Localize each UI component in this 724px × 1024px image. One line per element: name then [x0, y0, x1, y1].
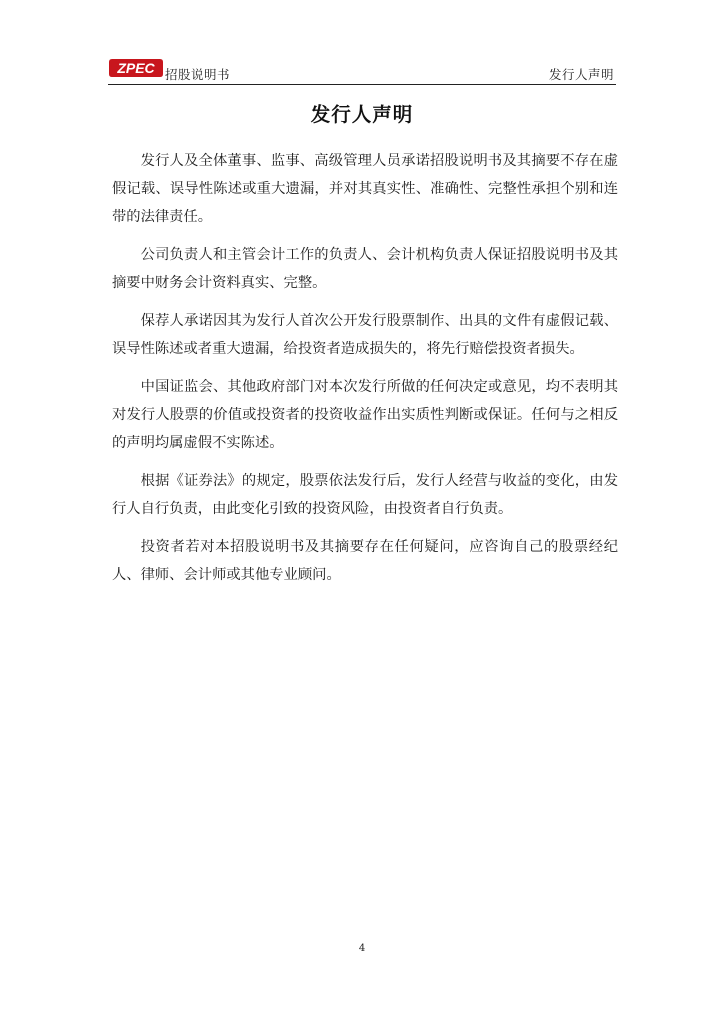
- paragraph: 公司负责人和主管会计工作的负责人、会计机构负责人保证招股说明书及其摘要中财务会计资料真实、完整。: [112, 247, 618, 291]
- paragraph: 根据《证券法》的规定，股票依法发行后，发行人经营与收益的变化，由发行人自行负责，由此变化引致的投资风险，由投资者自行负责。: [112, 473, 618, 517]
- svg-text:ZPEC: ZPEC: [117, 60, 155, 76]
- section-name: 发行人声明: [548, 67, 614, 82]
- paragraph: 投资者若对本招股说明书及其摘要存在任何疑问，应咨询自己的股票经纪人、律师、会计师或其他专业顾问。: [112, 539, 618, 583]
- paragraph: 发行人及全体董事、监事、高级管理人员承诺招股说明书及其摘要不存在虚假记载、误导性陈述或重大遗漏，并对其真实性、准确性、完整性承担个别和连带的法律责任。: [112, 153, 618, 225]
- paragraph: 保荐人承诺因其为发行人首次公开发行股票制作、出具的文件有虚假记载、误导性陈述或者重大遗漏，给投资者造成损失的，将先行赔偿投资者损失。: [112, 313, 618, 357]
- declaration-body: [112, 147, 618, 599]
- page-title: 发行人声明: [310, 103, 414, 126]
- page-number: 4: [358, 943, 366, 954]
- paragraph: 中国证监会、其他政府部门对本次发行所做的任何决定或意见，均不表明其对发行人股票的价值或投资者的投资收益作出实质性判断或保证。任何与之相反的声明均属虚假不实陈述。: [112, 379, 618, 451]
- company-logo: [108, 58, 164, 78]
- zpec-logo-icon: [108, 58, 164, 78]
- document-name: 招股说明书: [165, 67, 231, 82]
- page-header: [108, 56, 616, 85]
